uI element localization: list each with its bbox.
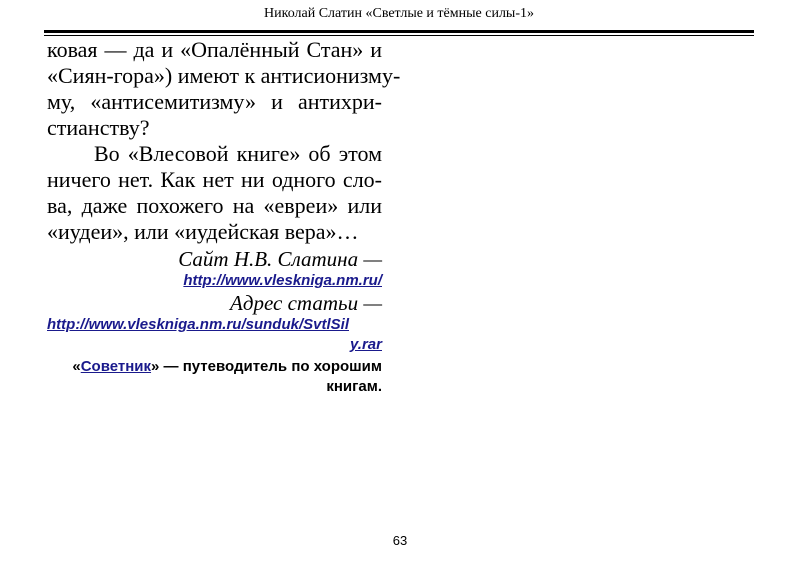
promo-text bbox=[47, 357, 382, 397]
text-column bbox=[47, 37, 401, 397]
body-line: Во «Влесовой книге» об этом bbox=[94, 141, 382, 166]
sovetnik-link[interactable]: Советник bbox=[80, 358, 152, 375]
body-line: ва, даже похожего на «евреи» или bbox=[47, 193, 382, 218]
site-url-link[interactable]: http://www.vlesknіga.nm.ru/ bbox=[183, 272, 382, 289]
page-header: Николай Слатин «Светлые и тёмные силы-1» bbox=[264, 6, 534, 21]
body-line: му, «антисемитизму» и антихри- bbox=[47, 89, 382, 114]
article-label: Адрес статьи — bbox=[230, 291, 382, 315]
body-line: «Сиян-гора») имеют к антисионизму- bbox=[47, 63, 401, 88]
body-line: ковая — да и «Опалённый Стан» и bbox=[47, 37, 382, 62]
site-label: Сайт Н.В. Слатина — bbox=[178, 247, 382, 271]
header-rule-thin bbox=[44, 35, 754, 36]
body-line: ничего нет. Как нет ни одного сло- bbox=[47, 167, 382, 192]
header-rule-thick bbox=[44, 30, 754, 33]
page-number: 63 bbox=[392, 533, 408, 548]
body-line: стианству? bbox=[47, 115, 150, 140]
body-line: «иудеи», или «иудейская вера»… bbox=[47, 219, 359, 244]
article-url-link-continuation[interactable]: y.rar bbox=[350, 336, 382, 353]
article-url-link[interactable]: http://www.vlesknіga.nm.ru/sunduk/SvtlSil bbox=[47, 316, 349, 333]
promo-open-quote: « bbox=[72, 358, 81, 375]
promo-rest: » — путеводитель по хорошим книгам. bbox=[151, 358, 382, 395]
